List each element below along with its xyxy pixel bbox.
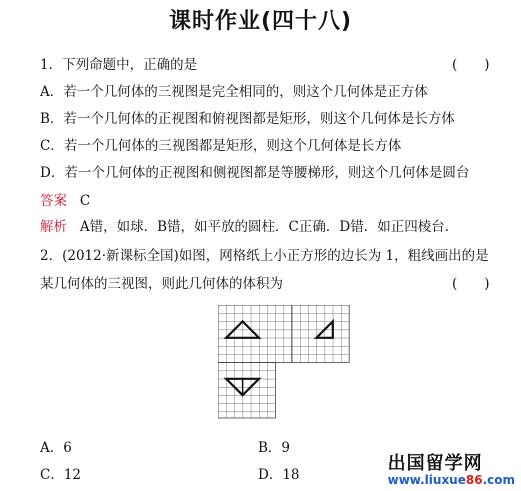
q1-option-c: C．若一个几何体的三视图都是矩形，则这个几何体是长方体 xyxy=(40,138,402,154)
q1-answer-row xyxy=(40,189,90,209)
q1-stem: 1．下列命题中，正确的是 xyxy=(40,57,198,73)
watermark-title: 出国留学网 xyxy=(387,453,483,474)
three-view-grid-figure xyxy=(218,305,358,419)
q1-answer-paren: ( ) xyxy=(452,57,490,73)
q1-analysis-row xyxy=(40,215,458,235)
q2-option-c: C．12 xyxy=(40,467,82,483)
answer-value: C xyxy=(79,193,91,209)
q1-option-d: D．若一个几何体的正视图和侧视图都是等腰梯形，则这个几何体是圆台 xyxy=(40,165,470,181)
q2-option-d: D．18 xyxy=(258,467,300,483)
q2-answer-paren: ( ) xyxy=(452,276,490,292)
q2-stem-line1: 2．(2012·新课标全国)如图，网格纸上小正方形的边长为 1，粗线画出的是 xyxy=(40,248,489,264)
watermark-url-prefix: www.liuxue xyxy=(387,473,466,487)
q2-option-b: B．9 xyxy=(258,440,291,456)
analysis-text: A错，如球．B错，如平放的圆柱．C正确．D错．如正四棱台． xyxy=(79,219,459,235)
q2-stem-line2: 某几何体的三视图，则此几何体的体积为 xyxy=(40,276,283,292)
q1-option-b: B．若一个几何体的正视图和俯视图都是矩形，则这个几何体是长方体 xyxy=(40,111,455,127)
watermark-url-suffix: .com xyxy=(482,473,515,487)
analysis-label: 解析 xyxy=(40,219,67,235)
page-title: 课时作业(四十八) xyxy=(168,9,353,34)
watermark-url xyxy=(388,473,515,487)
q2-option-a: A．6 xyxy=(40,440,72,456)
site-watermark xyxy=(388,449,515,487)
answer-label: 答案 xyxy=(40,193,67,209)
watermark-url-num: 86 xyxy=(465,473,483,487)
q1-option-a: A．若一个几何体的三视图是完全相同的，则这个几何体是正方体 xyxy=(40,84,428,100)
